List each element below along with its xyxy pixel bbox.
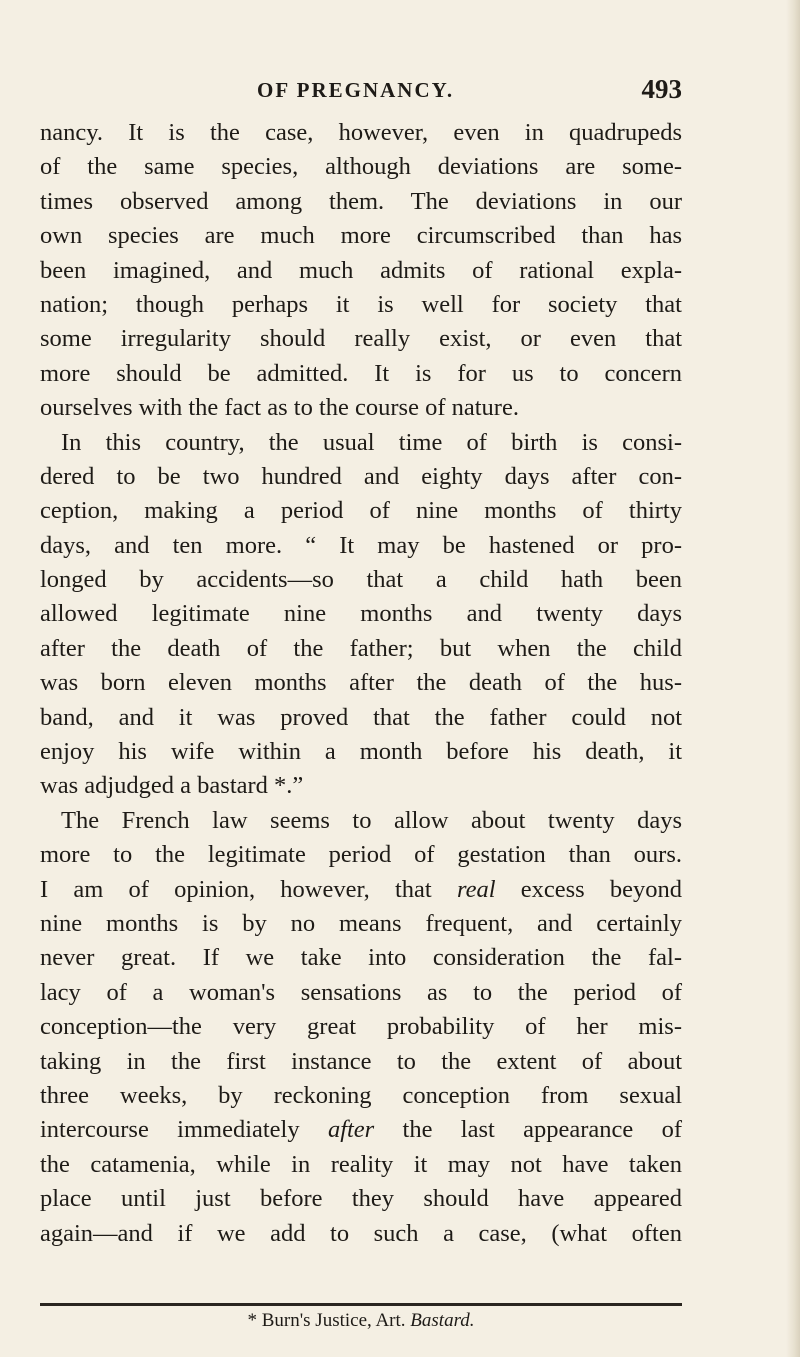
footnote-marker: * [247,1310,257,1331]
text-line: three weeks, by reckoning conception from sexual [40,1081,682,1109]
text-line: nation; though perhaps it is well for society that [40,290,682,318]
text-line: days, and ten more. “ It may be hastened or pro- [40,531,682,559]
text-line: never great. If we take into consideration the fal- [40,944,682,972]
text-line: ception, making a period of nine months of thirty [40,497,682,525]
text-line: conception—the very great probability of her mis- [40,1013,682,1041]
text-line: ourselves with the fact as to the course of nature. [40,394,519,422]
text-line: place until just before they should have appeared [40,1185,682,1213]
footnote-text: Burn's Justice, Art. [261,1310,406,1331]
text-run: excess beyond [520,875,682,903]
text-line [40,873,682,907]
text-line: been imagined, and much admits of rational expla- [40,256,682,284]
text-line [40,1113,682,1147]
text-line: of the same species, although deviations are some- [40,153,682,181]
text-line: some irregularity should really exist, or even that [40,325,682,353]
text-line: more should be admitted. It is for us to concern [40,359,682,387]
text-line: times observed among them. The deviations in our [40,187,682,215]
text-line: enjoy his wife within a month before his death, it [40,738,682,766]
running-head: OF PREGNANCY. [257,78,455,102]
text-line: longed by accidents—so that a child hath been [40,566,682,594]
text-line: was born eleven months after the death of the hus- [40,669,682,697]
text-run: intercourse immediately [40,1116,300,1144]
text-line: again—and if we add to such a case, (what often [40,1219,682,1247]
text-line: was adjudged a bastard *.” [40,772,304,800]
body-text [40,116,682,1251]
text-line: nancy. It is the case, however, even in quadrupeds [40,119,682,146]
text-line: dered to be two hundred and eighty days after con- [40,462,682,490]
text-line: the catamenia, while in reality it may not have taken [40,1150,682,1178]
footnote-italic: Bastard. [410,1310,475,1331]
italic-word: real [456,875,496,903]
italic-word: after [327,1116,375,1144]
text-line: nine months is by no means frequent, and certainly [40,909,682,937]
page-header [40,74,682,108]
text-line: allowed legitimate nine months and twenty days [40,600,682,628]
text-line: own species are much more circumscribed than has [40,222,682,250]
text-line: taking in the first instance to the extent of about [40,1047,682,1075]
text-line: In this country, the usual time of birth is consi- [61,428,682,456]
text-line: lacy of a woman's sensations as to the period of [40,978,682,1006]
footnote [40,1310,682,1332]
page-number: 493 [641,74,682,104]
text-line: after the death of the father; but when the child [40,634,682,662]
text-run: I am of opinion, however, that [40,875,432,903]
text-run: the last appearance of [402,1116,682,1144]
text-line: band, and it was proved that the father could not [40,703,682,731]
footnote-rule [40,1303,682,1306]
text-line: more to the legitimate period of gestation than ours. [40,841,682,869]
text-line: The French law seems to allow about twenty days [61,806,682,834]
page-edge-shadow [786,0,800,1357]
